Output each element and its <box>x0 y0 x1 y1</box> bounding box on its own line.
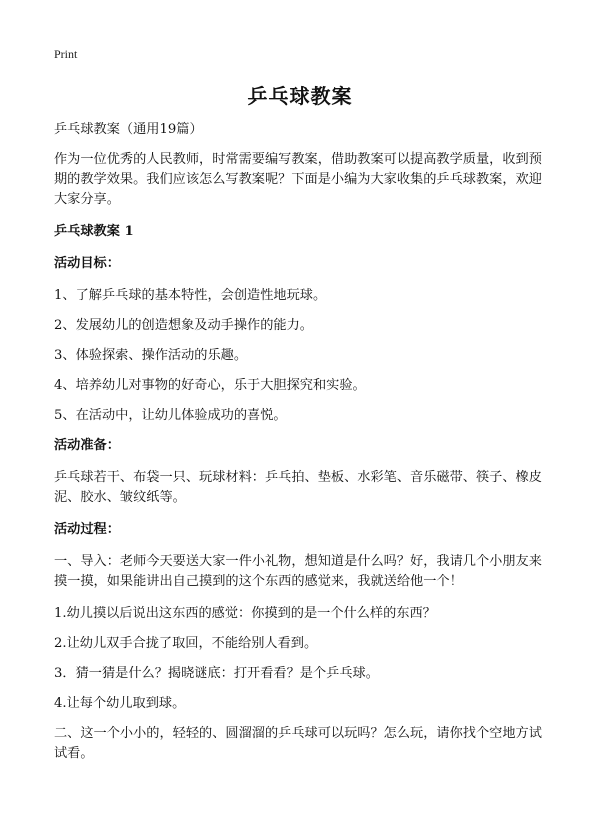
goal-item: 3、体验探索、操作活动的乐趣。 <box>54 348 248 363</box>
process-item: 4.让每个幼儿取到球。 <box>54 696 186 711</box>
process-item: 二、这一个小小的，轻轻的、圆溜溜的乒乓球可以玩吗？怎么玩，请你找个空地方试试看。 <box>54 726 542 761</box>
process-item: 一、导入：老师今天要送大家一件小礼物，想知道是什么吗？好，我请几个小朋友来摸一摸，如果能讲出自己摸到的这个东西的感觉来，我就送给他一个！ <box>54 554 542 589</box>
process-item: 1.幼儿摸以后说出这东西的感觉：你摸到的是一个什么样的东西？ <box>54 606 436 621</box>
process-heading: 活动过程： <box>54 522 120 537</box>
goal-item: 4、培养幼儿对事物的好奇心，乐于大胆探究和实验。 <box>54 378 366 393</box>
goal-item: 2、发展幼儿的创造想象及动手操作的能力。 <box>54 318 313 333</box>
print-label: Print <box>54 47 78 61</box>
process-item: 3．猜一猜是什么？揭晓谜底：打开看看？是个乒乓球。 <box>54 666 379 681</box>
prep-heading: 活动准备： <box>54 438 120 453</box>
prep-paragraph: 乒乓球若干、布袋一只、玩球材料：乒乓拍、垫板、水彩笔、音乐磁带、筷子、橡皮泥、胶水、皱纹纸等。 <box>54 470 542 505</box>
process-item: 2.让幼儿双手合拢了取回，不能给别人看到。 <box>54 636 318 651</box>
document-title: 乒乓球教案 <box>247 84 353 108</box>
document-subtitle: 乒乓球教案（通用19篇） <box>54 122 203 137</box>
document-body <box>54 120 550 776</box>
goals-heading: 活动目标： <box>54 256 120 271</box>
goal-item: 1、了解乒乓球的基本特性，会创造性地玩球。 <box>54 288 327 303</box>
intro-paragraph: 作为一位优秀的人民教师，时常需要编写教案，借助教案可以提高教学质量，收到预期的教学效果。我们应该怎么写教案呢？下面是小编为大家收集的乒乓球教案，欢迎大家分享。 <box>54 152 542 207</box>
goal-item: 5、在活动中，让幼儿体验成功的喜悦。 <box>54 408 287 423</box>
section-title: 乒乓球教案 1 <box>54 224 134 239</box>
